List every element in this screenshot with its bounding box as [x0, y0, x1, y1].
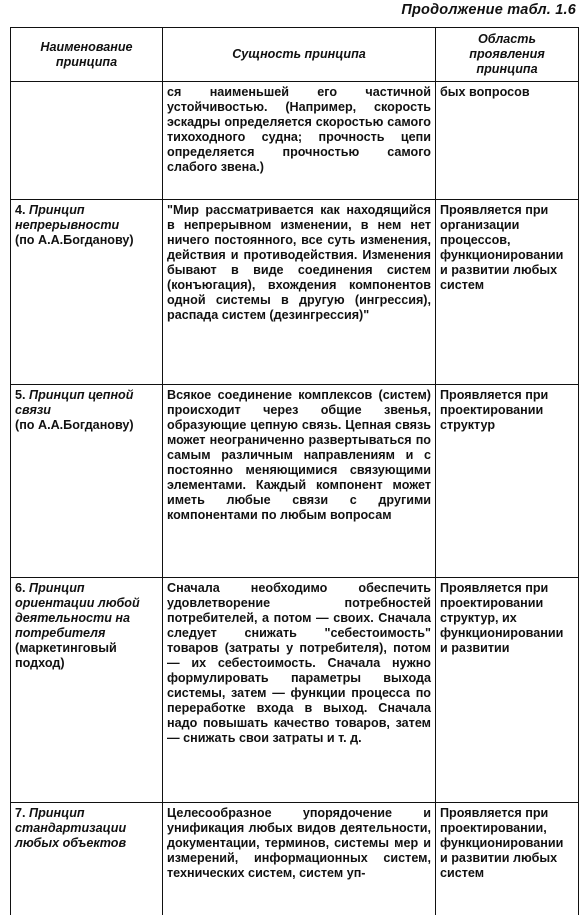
row-number: 6.: [15, 581, 26, 595]
row-area: Проявляется при проектировании структур, их функционировании и развитии: [436, 578, 579, 803]
table-row: [11, 385, 579, 578]
principles-table: [10, 27, 579, 915]
row-name-note: (по А.А.Богданову): [15, 233, 134, 247]
row-area: Проявляется при проектировании, функционировании и развитии любых систем: [436, 803, 579, 915]
table-row: [11, 82, 579, 200]
header-name: Наименование принципа: [11, 28, 163, 82]
row-name-cell: [11, 803, 163, 915]
row-name-cell: [11, 578, 163, 803]
row-name: Принцип стандартизации любых объектов: [15, 806, 127, 850]
row-essence: ся наименьшей его частичной устойчивостью. (Например, скорость эскадры определяется скоростью самого тихоходного судна; прочность цепи определяется прочностью самого слабого звена.): [163, 82, 436, 200]
table-row: [11, 578, 579, 803]
row-number: 5.: [15, 388, 26, 402]
row-area: бых вопросов: [436, 82, 579, 200]
row-name-cell: [11, 200, 163, 385]
row-area: Проявляется при проектировании структур: [436, 385, 579, 578]
header-essence: Сущность принципа: [163, 28, 436, 82]
row-essence: Целесообразное упорядочение и унификация любых видов деятельности, документации, терминов, системы мер и измерений, информационных систем, технических систем, систем уп-: [163, 803, 436, 915]
row-area: Проявляется при организации процессов, функционировании и развитии любых систем: [436, 200, 579, 385]
row-number: 4.: [15, 203, 26, 217]
row-essence: "Мир рассматривается как находящийся в непрерывном изменении, в нем нет ничего постоянного, все суть изменения, действия и противодействия. Изменения бывают в виде соединения систем (конъюгация), вхождения компонентов одной системы в другую (ингрессия), распада систем (дезингрессия)": [163, 200, 436, 385]
table-row: [11, 803, 579, 915]
table-row: [11, 200, 579, 385]
table-header-row: [11, 28, 579, 82]
row-name-note: (по А.А.Богданову): [15, 418, 134, 432]
row-number: 7.: [15, 806, 26, 820]
row-name-cell: [11, 82, 163, 200]
row-name-cell: [11, 385, 163, 578]
header-area: Область проявления принципа: [436, 28, 579, 82]
row-essence: Всякое соединение комплексов (систем) происходит через общие звенья, образующие цепную связь. Цепная связь может неограниченно развертываться по самым различным направлениям и с постоянно меняющимися связующими элементами. Каждый компонент может иметь любые связи с другими компонентами по любым вопросам: [163, 385, 436, 578]
row-name: Принцип непрерывности: [15, 203, 120, 232]
table-caption: Продолжение табл. 1.6: [401, 2, 576, 18]
row-name-note: (маркетинговый подход): [15, 641, 117, 670]
row-name: Принцип цепной связи: [15, 388, 134, 417]
row-essence: Сначала необходимо обеспечить удовлетворение потребностей потребителей, а потом — своих. Сначала следует снижать "себестоимость" товаров (затраты у потребителя), потом — их себестоимость. Сначала нужно формулировать параметры выхода системы, затем — функции процесса по переработке входа в выход. Сначала надо повышать качество товаров, затем — снижать свои затраты и т. д.: [163, 578, 436, 803]
row-name: Принцип ориентации любой деятельности на потребителя: [15, 581, 140, 640]
